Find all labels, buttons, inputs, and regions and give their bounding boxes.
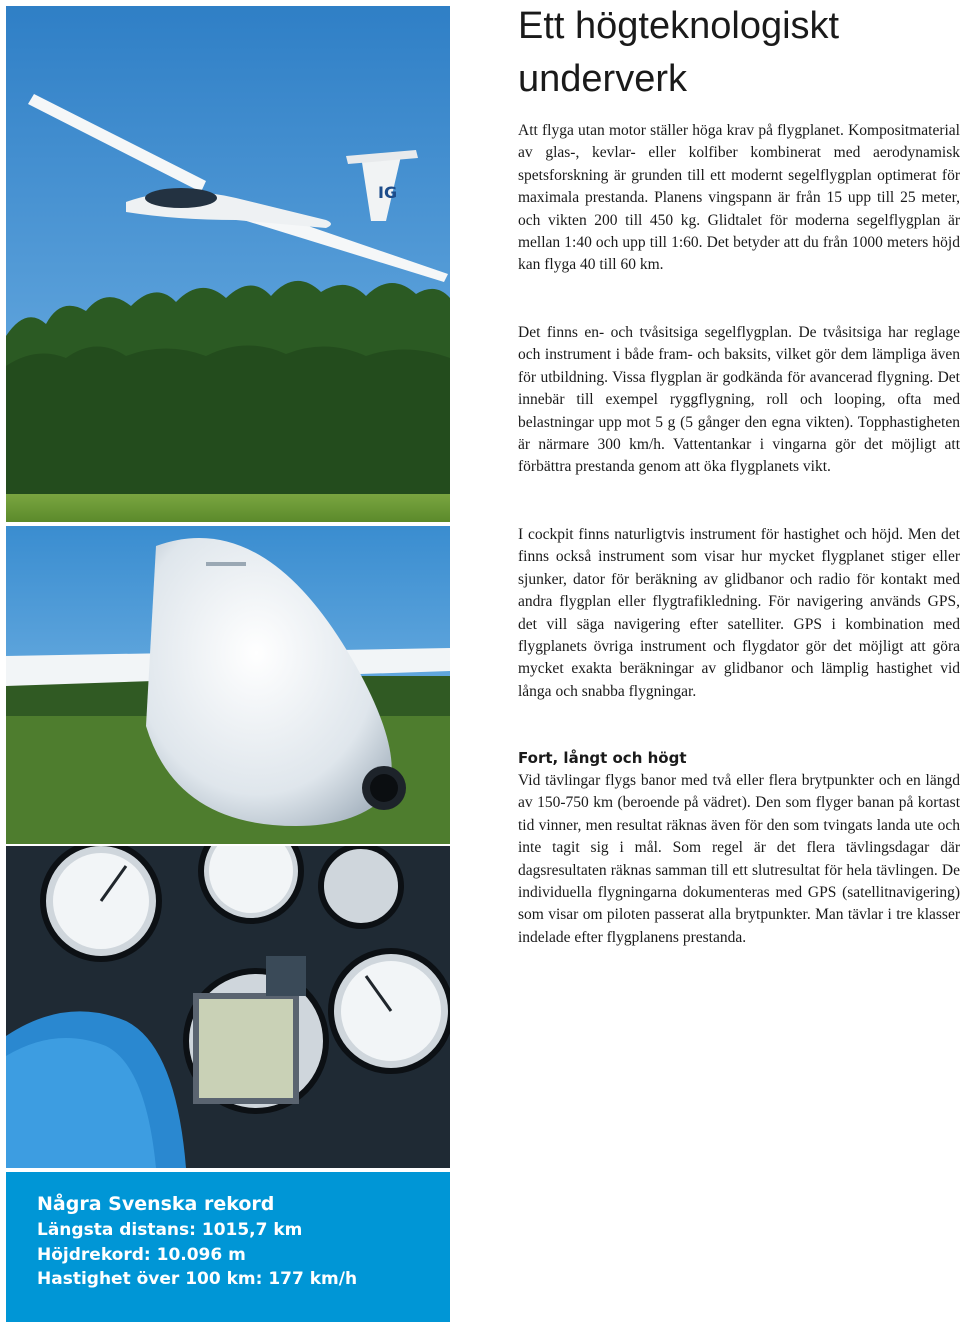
section-heading: Fort, långt och högt: [518, 749, 687, 767]
svg-text:IG: IG: [378, 183, 398, 202]
glider-flight-photo: [6, 6, 450, 522]
page-title: [518, 0, 960, 106]
page-title-line1: Ett högteknologiskt: [518, 5, 840, 47]
paragraph-cockpit: I cockpit finns naturligtvis instrument för hastighet och höjd. Men det finns också instrument som visar hur mycket flygplanet stiger eller sjunker, dator för beräkning av glidbanor och radio för kontakt med andra flygplan eller flygtrafikledning. För navigering används GPS, det vill säga navigering efter satelliter. GPS i kombination med flygplanets övriga instrument och flygdator gör det möjligt att göra mycket exakta beräkningar av glidbanor och lämplig hastighet vid långa och snabba flygningar.: [518, 526, 960, 700]
cockpit-instruments-photo: [6, 846, 450, 1168]
paragraph-materials: Att flyga utan motor ställer höga krav på flygplanet. Kompositmaterial av glas-, kevlar- eller kolfiber kombinerat med aerodynamisk spetsforskning är grunden till ett modernt segelflygplan optimerat för maximala prestanda. Planens vingspann är från 15 upp till 25 meter, och vikten 200 till 450 kg. Glidtalet för moderna segelflygplan är mellan 1:40 och upp till 1:60. Det betyder att du från 1000 meters höjd kan flyga 40 till 60 km.: [518, 122, 960, 274]
record-distance: Längsta distans: 1015,7 km: [37, 1220, 303, 1240]
record-speed: Hastighet över 100 km: 177 km/h: [37, 1269, 358, 1289]
glider-nose-photo: [6, 526, 450, 844]
page-title-line2: underverk: [518, 58, 687, 100]
records-title: Några Svenska rekord: [37, 1193, 275, 1215]
article: [518, 0, 960, 946]
record-altitude: Höjdrekord: 10.096 m: [37, 1244, 246, 1265]
paragraph-competition: Vid tävlingar flygs banor med två eller flera brytpunkter och en längd av 150-750 km (beroende på vädret). Den som flyger banan på kortast tid vinner, men resultat räknas även för den som tvingats landa ute och inte tagit sig i mål. Som regel är det flera tävlingsdagar där dagsresultaten räknas samman till ett slutresultat för hela tävlingen. De individuella flygningarna dokumenteras med GPS (satellitnavigering) som visar om piloten passerat alla brytpunkter. Man tävlar i tre klasser indelade efter flygplanens prestanda.: [518, 772, 960, 946]
paragraph-seats: Det finns en- och tvåsitsiga segelflygplan. De tvåsitsiga har reglage och instrument i både fram- och baksits, vilket gör dem lämpliga även för utbildning. Vissa flygplan är godkända för avancerad flygning. Det innebär till exempel ryggflygning, roll och looping, ofta med belastningar upp mot 5 g (5 gånger den egna vikten). Topphastigheten är närmare 300 km/h. Vattentankar i vingarna gör det möjligt att förbättra prestanda genom att öka flygplanets vikt.: [518, 324, 960, 476]
records-box: [6, 1172, 450, 1322]
